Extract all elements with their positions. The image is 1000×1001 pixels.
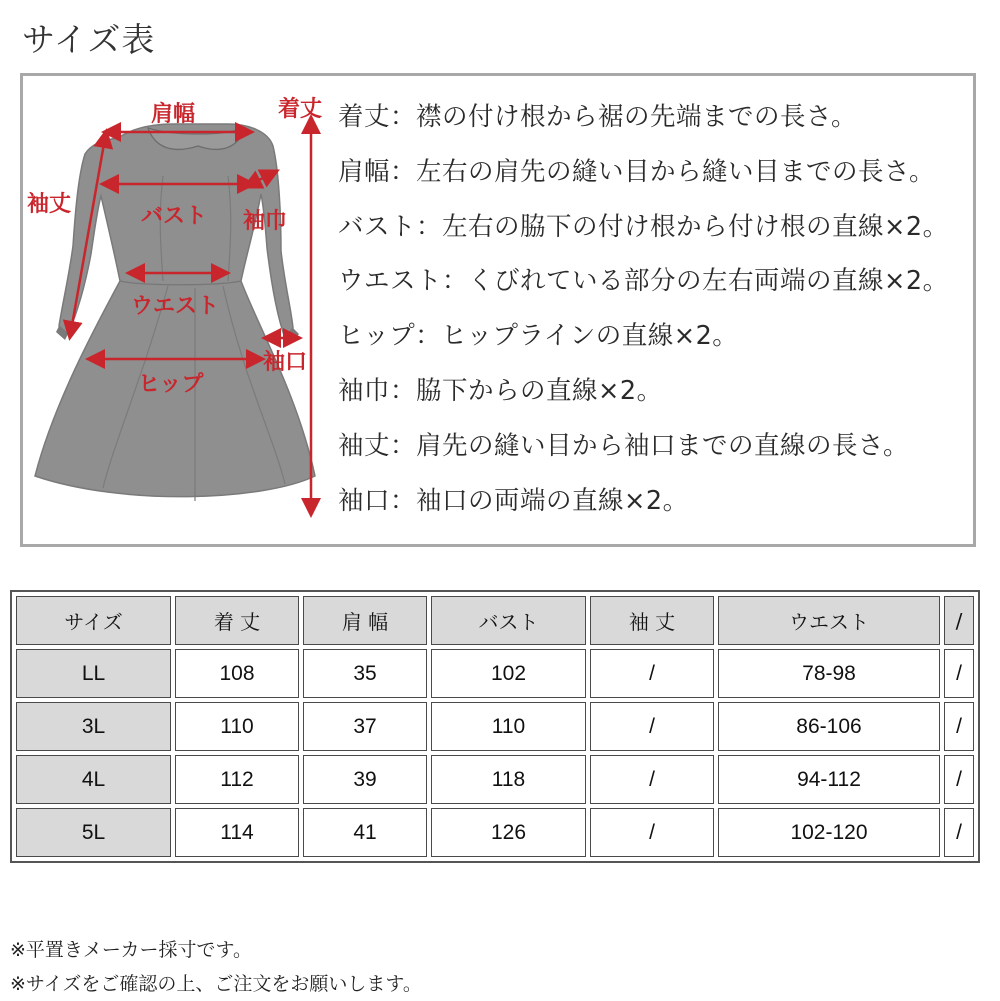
- cell-bust: 126: [431, 808, 586, 857]
- label-bust: バスト: [141, 203, 208, 229]
- cell-sleeve-length: /: [590, 755, 714, 804]
- table-row: [16, 702, 974, 751]
- cell-bust: 102: [431, 649, 586, 698]
- cell-length: 110: [175, 702, 299, 751]
- table-row: [16, 649, 974, 698]
- cell-size: LL: [16, 649, 171, 698]
- definition-cuff: 袖口：袖口の両端の直線×2。: [338, 485, 689, 516]
- cell-shoulder: 37: [303, 702, 427, 751]
- definition-bust: バスト：左右の脇下の付け根から付け根の直線×2。: [338, 211, 949, 242]
- cell-extra: /: [944, 755, 974, 804]
- cell-waist: 86-106: [718, 702, 940, 751]
- header-length: 着 丈: [175, 596, 299, 645]
- size-table: [10, 590, 980, 863]
- header-extra: /: [944, 596, 974, 645]
- cell-extra: /: [944, 702, 974, 751]
- header-bust: バスト: [431, 596, 586, 645]
- note-measurement: ※平置きメーカー採寸です。: [10, 939, 253, 961]
- cell-bust: 118: [431, 755, 586, 804]
- table-header-row: [16, 596, 974, 645]
- header-shoulder: 肩 幅: [303, 596, 427, 645]
- cell-size: 5L: [16, 808, 171, 857]
- table-row: [16, 808, 974, 857]
- label-hip: ヒップ: [138, 371, 204, 397]
- cell-length: 112: [175, 755, 299, 804]
- label-cuff: 袖口: [263, 349, 308, 375]
- cell-shoulder: 35: [303, 649, 427, 698]
- header-waist: ウエスト: [718, 596, 940, 645]
- cell-extra: /: [944, 808, 974, 857]
- cell-shoulder: 41: [303, 808, 427, 857]
- cell-length: 108: [175, 649, 299, 698]
- label-sleeve-length: 袖丈: [27, 191, 72, 217]
- cell-sleeve-length: /: [590, 649, 714, 698]
- definition-length: 着丈：襟の付け根から裾の先端までの長さ。: [338, 102, 857, 132]
- cell-waist: 102-120: [718, 808, 940, 857]
- cell-shoulder: 39: [303, 755, 427, 804]
- page-title: サイズ表: [22, 20, 156, 59]
- label-waist: ウエスト: [131, 293, 220, 319]
- header-sleeve-length: 袖 丈: [590, 596, 714, 645]
- note-confirm: ※サイズをご確認の上、ご注文をお願いします。: [10, 973, 422, 995]
- measurement-definitions: [338, 90, 949, 528]
- definition-hip: ヒップ：ヒップラインの直線×2。: [338, 321, 739, 352]
- cell-length: 114: [175, 808, 299, 857]
- cell-waist: 78-98: [718, 649, 940, 698]
- label-shoulder: 肩幅: [151, 101, 196, 127]
- cell-sleeve-length: /: [590, 808, 714, 857]
- label-length: 着丈: [278, 96, 323, 122]
- cell-size: 4L: [16, 755, 171, 804]
- definition-waist: ウエスト：くびれている部分の左右両端の直線×2。: [338, 266, 949, 297]
- label-sleeve-width: 袖巾: [243, 208, 288, 234]
- definition-shoulder: 肩幅：左右の肩先の縫い目から縫い目までの長さ。: [338, 156, 935, 187]
- cell-waist: 94-112: [718, 755, 940, 804]
- cell-extra: /: [944, 649, 974, 698]
- cell-size: 3L: [16, 702, 171, 751]
- definition-sleeve-length: 袖丈：肩先の縫い目から袖口までの直線の長さ。: [338, 430, 909, 461]
- notes: [10, 933, 422, 1001]
- definition-sleeve-width: 袖巾：脇下からの直線×2。: [338, 375, 663, 406]
- cell-bust: 110: [431, 702, 586, 751]
- header-size: サイズ: [16, 596, 171, 645]
- measurement-diagram: [20, 73, 976, 547]
- cell-sleeve-length: /: [590, 702, 714, 751]
- table-row: [16, 755, 974, 804]
